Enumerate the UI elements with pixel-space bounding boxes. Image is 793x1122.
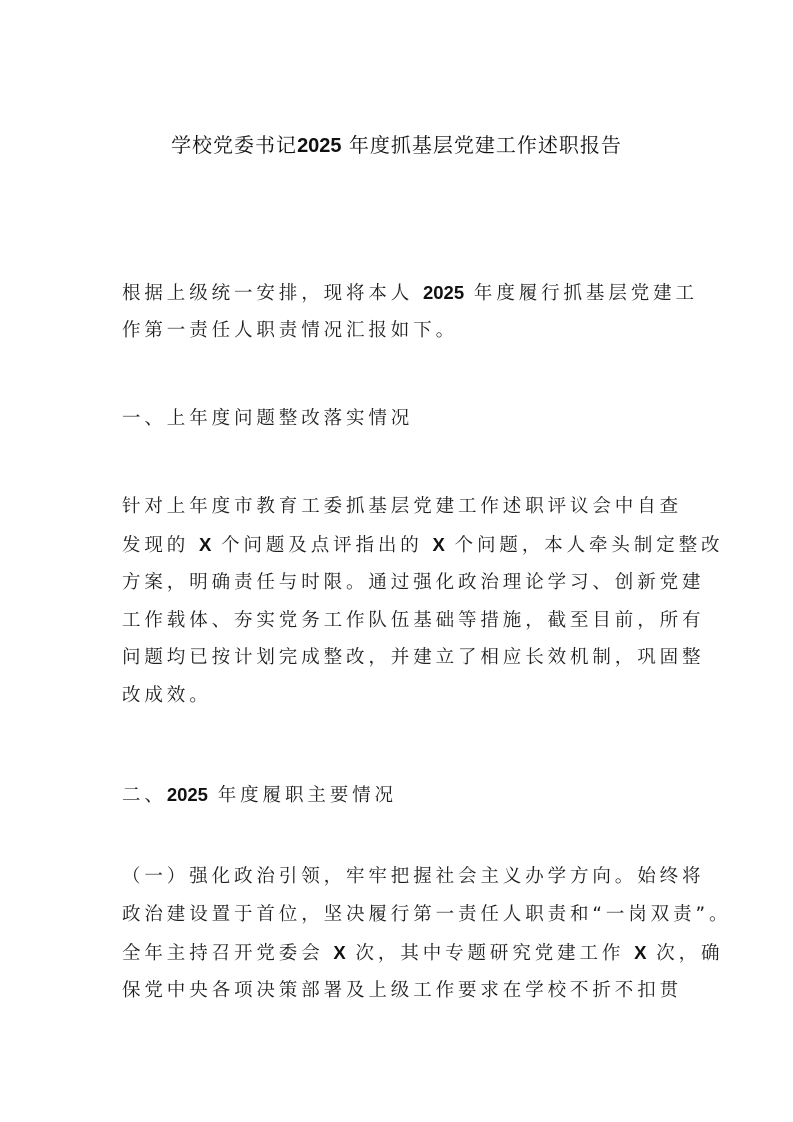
text-run: 次，确: [646, 943, 724, 964]
placeholder-x: X: [198, 534, 212, 555]
placeholder-x: X: [333, 942, 346, 963]
text-run: 个问题及点评指出的: [211, 535, 433, 556]
text-run: 根据上级统一安排，现将本人: [122, 283, 423, 304]
section-heading: [122, 406, 413, 432]
section1-line: [122, 608, 704, 634]
text-run: 保党中央各项决策部署及上级工作要求在学校不折不扣贯: [122, 980, 683, 1001]
title-text: 年度抓基层党建工作述职报告: [341, 133, 622, 157]
text-run: 年度履行抓基层党建工: [464, 283, 698, 304]
text-run: 工作载体、夯实党务工作队伍基础等措施，截至目前，所有: [122, 610, 705, 631]
title-text: 学校党委书记: [171, 133, 298, 157]
text-run: 改成效。: [122, 685, 212, 706]
text-run: 作第一责任人职责情况汇报如下。: [122, 320, 459, 341]
section1-line: [122, 570, 704, 596]
text-run: 个问题，本人牵头制定整改: [444, 535, 724, 556]
heading-text: 一、上年度问题整改落实情况: [122, 408, 414, 429]
year-run: 2025: [422, 282, 465, 303]
document-title: [0, 130, 793, 161]
text-run: 次，其中专题研究党建工作: [345, 943, 635, 964]
placeholder-x: X: [432, 534, 445, 555]
text-run: 针对上年度市教育工委抓基层党建工作述职评议会中自查: [122, 496, 683, 517]
subsection-line: [122, 940, 723, 967]
section1-line: [122, 532, 723, 559]
text-run: 问题均已按计划完成整改，并建立了相应长效机制，巩固整: [122, 647, 705, 668]
subsection-line: [122, 864, 704, 890]
text-run: （一）强化政治引领，牢牢把握社会主义办学方向。始终将: [122, 866, 705, 887]
section1-line: [122, 645, 704, 671]
text-run: 政治建设置于首位，坚决履行第一责任人职责和“一岗双责”。: [122, 904, 732, 925]
placeholder-x: X: [634, 942, 647, 963]
heading-text: 二、: [122, 785, 167, 806]
intro-line: [122, 318, 458, 344]
subsection-line: [122, 978, 682, 1004]
title-year: 2025: [297, 135, 342, 157]
section1-line: [122, 683, 212, 709]
intro-line: [122, 280, 698, 307]
text-run: 发现的: [122, 535, 199, 556]
subsection-line: [122, 902, 731, 928]
heading-year: 2025: [166, 784, 208, 805]
section-heading: [122, 782, 397, 809]
text-run: 方案，明确责任与时限。通过强化政治理论学习、创新党建: [122, 572, 705, 593]
section1-line: [122, 494, 682, 520]
text-run: 全年主持召开党委会: [122, 943, 334, 964]
heading-text: 年度履职主要情况: [207, 785, 397, 806]
